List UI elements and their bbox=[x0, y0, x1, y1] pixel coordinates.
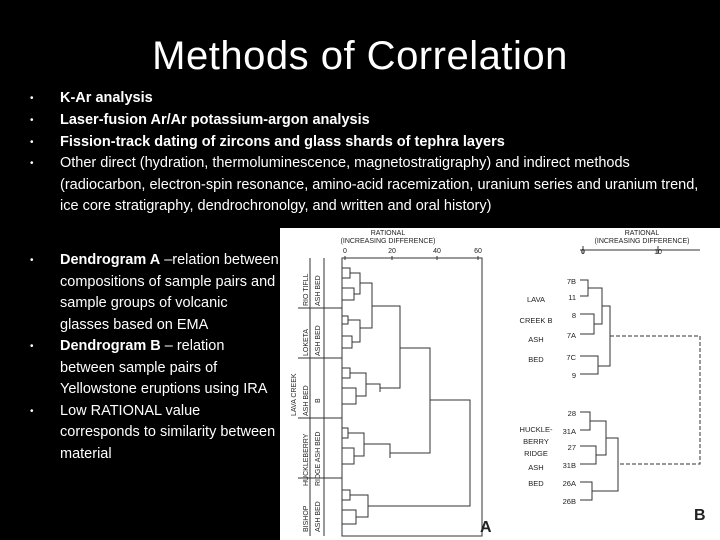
panel-a-group-label: B bbox=[315, 398, 322, 403]
panel-a-tick: 20 bbox=[388, 248, 396, 255]
panel-b-sample: 26B bbox=[562, 497, 576, 506]
bullet-dendrogram-a bbox=[30, 250, 280, 336]
bullet-kar: K-Ar analysis bbox=[60, 90, 153, 106]
panel-a-group-label: RIO TIFLL bbox=[303, 273, 310, 306]
dendrogram-svg bbox=[280, 228, 720, 540]
panel-b-group1-text: LAVA bbox=[526, 295, 546, 304]
panel-a-tick: 0 bbox=[343, 248, 347, 255]
bullet-ar-ar: Laser-fusion Ar/Ar potassium-argon analysis bbox=[60, 112, 370, 128]
panel-b-group2-text: RIDGE bbox=[524, 449, 548, 458]
panel-a-label: A bbox=[480, 519, 492, 536]
bullet-text: Low RATIONAL value corresponds to similarity between material bbox=[60, 402, 276, 462]
panel-b-header-1: RATIONAL bbox=[624, 230, 660, 237]
bullet-dendrogram-b bbox=[30, 336, 280, 401]
panel-a-group-label: LOKETA bbox=[303, 328, 310, 356]
panel-b-group2-text: BED bbox=[528, 479, 544, 488]
panel-b-sample: 8 bbox=[571, 311, 576, 320]
panel-a-group-label: RIDGE ASH BED bbox=[315, 431, 322, 486]
dendrogram-figure bbox=[280, 228, 720, 540]
panel-b-header-2: (INCREASING DIFFERENCE) bbox=[594, 238, 690, 245]
panel-a-group-label: ASH BED bbox=[303, 385, 310, 416]
panel-a-group-label: ASH BED bbox=[315, 275, 322, 306]
panel-a-frame bbox=[342, 258, 482, 536]
bullet-glyph: • bbox=[30, 405, 34, 417]
bullet-glyph: • bbox=[30, 93, 34, 104]
panel-a-tick: 60 bbox=[474, 248, 482, 255]
panel-b-sample: 31A bbox=[562, 427, 576, 436]
bullet-fission-track: Fission-track dating of zircons and glass shards of tephra layers bbox=[60, 134, 505, 150]
panel-b-group2-text: ASH bbox=[528, 463, 544, 472]
bullet-text: – relation between sample pairs of Yellowstone eruptions using IRA bbox=[60, 338, 268, 397]
panel-b-sample: 26A bbox=[562, 479, 576, 488]
bullet-other-methods: Other direct (hydration, thermoluminescence, magnetostratigraphy) and indirect methods (radiocarbon, electron-spin resonance, amino-acid racemization, uranium series and uranium trend, ice core stratigraphy, dendrochronolgy, and written and oral history) bbox=[60, 155, 699, 214]
panel-b-sample: 7C bbox=[566, 353, 576, 362]
bullet-glyph: • bbox=[30, 158, 34, 169]
panel-b-sample: 27 bbox=[567, 443, 576, 452]
bullet-glyph: • bbox=[30, 115, 34, 126]
bullet-rational-note bbox=[30, 401, 280, 466]
panel-b-group1-text: BED bbox=[528, 355, 544, 364]
bullet-glyph: • bbox=[30, 341, 34, 352]
panel-b-label: B bbox=[694, 507, 706, 524]
panel-b-group1-text: CREEK B bbox=[519, 316, 553, 325]
panel-a-group-label: LAVA CREEK bbox=[291, 373, 298, 416]
panel-b-sample: 7B bbox=[566, 277, 576, 286]
panel-b-sample: 9 bbox=[571, 371, 576, 380]
panel-b-tick: 0 bbox=[581, 249, 585, 256]
panel-a-header-2: (INCREASING DIFFERENCE) bbox=[340, 238, 436, 245]
panel-b-sample: 7A bbox=[566, 331, 576, 340]
panel-b-sample: 31B bbox=[562, 461, 576, 470]
panel-b-sample: 11 bbox=[568, 293, 576, 302]
panel-b-sample: 28 bbox=[567, 409, 576, 418]
panel-b-tick: 10 bbox=[654, 249, 662, 256]
panel-a-group-label: HUCKLEBERRY bbox=[303, 433, 310, 486]
panel-a-header-1: RATIONAL bbox=[370, 230, 406, 237]
panel-a-group-label: ASH BED bbox=[315, 325, 322, 356]
bullet-label: Dendrogram A bbox=[60, 252, 161, 268]
panel-b-group2-text: HUCKLE- bbox=[519, 425, 553, 434]
bullet-label: Dendrogram B bbox=[60, 338, 161, 354]
panel-a-tick: 40 bbox=[433, 248, 441, 255]
bullet-text: –relation between compositions of sample pairs and sample groups of volcanic glasses based on EMA bbox=[60, 252, 279, 333]
panel-a-group-label: ASH BED bbox=[315, 501, 322, 532]
bullet-glyph: • bbox=[30, 255, 34, 266]
dendrogram-bullets bbox=[30, 250, 280, 465]
panel-a-group-label: BISHOP bbox=[303, 505, 310, 532]
bullet-glyph: • bbox=[30, 137, 34, 148]
panel-b-group2-text: BERRY bbox=[523, 437, 549, 446]
slide-title: Methods of Correlation bbox=[152, 34, 568, 78]
panel-b-group1-text: ASH bbox=[528, 335, 544, 344]
